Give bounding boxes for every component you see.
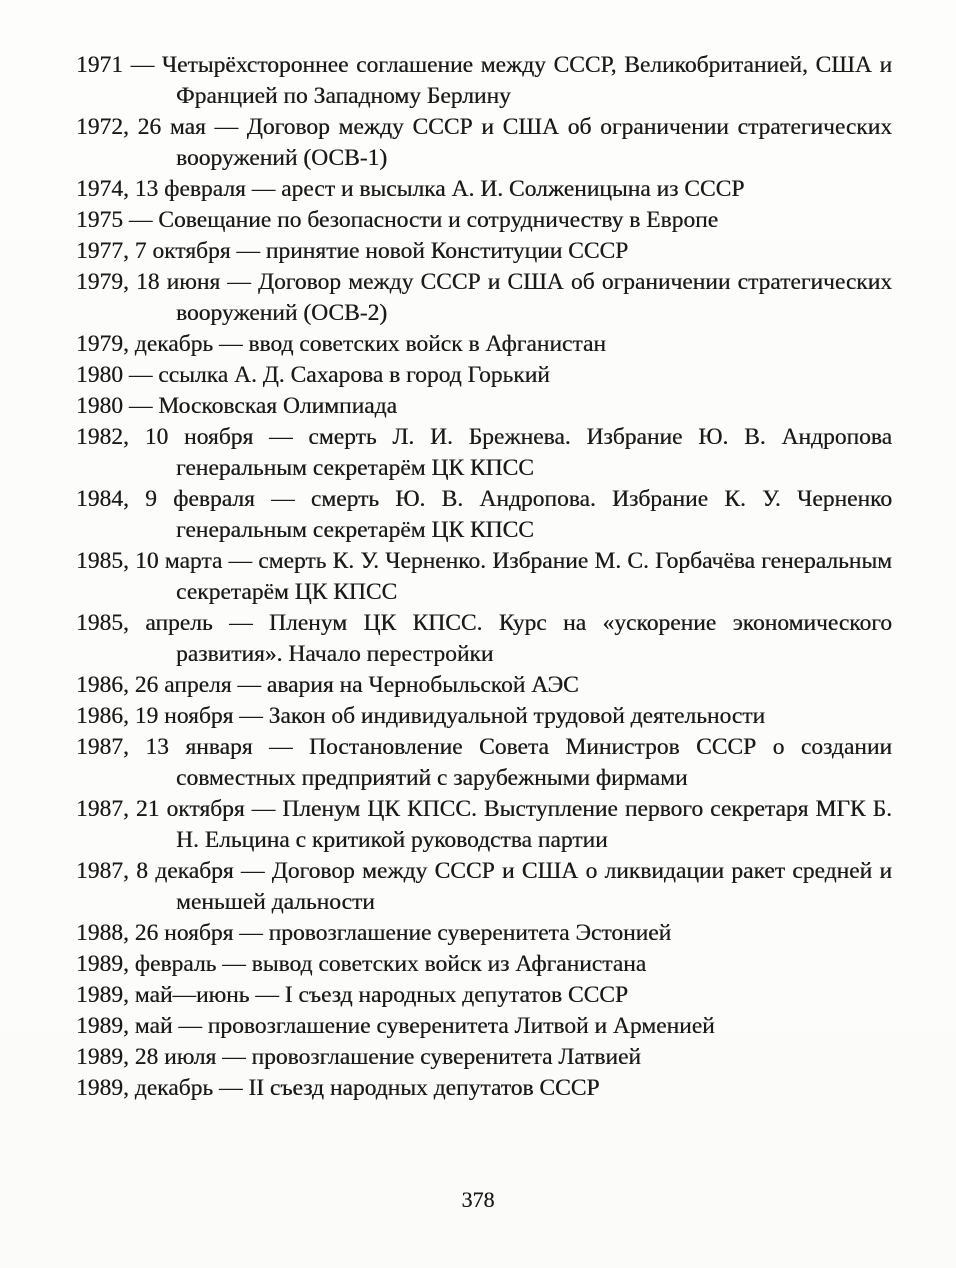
em-dash: — — [222, 1044, 246, 1070]
timeline-entry — [76, 701, 892, 732]
entry-date: 1974, 13 февраля — [76, 176, 246, 202]
entry-date: 1987, 13 января — [76, 734, 253, 760]
entry-text: провозглашение суверенитета Латвией — [251, 1044, 641, 1070]
entry-date: 1986, 26 апреля — [76, 672, 232, 698]
entry-text: арест и высылка А. И. Солженицына из СССР — [281, 176, 745, 202]
timeline-entry — [76, 949, 892, 980]
entry-text: Договор между СССР и США об ограничении стратегических вооружений (ОСВ-2) — [176, 269, 893, 326]
entry-text: провозглашение суверенитета Эстонией — [268, 920, 672, 946]
timeline-entry — [76, 980, 892, 1011]
em-dash: — — [255, 982, 279, 1008]
entry-date: 1979, декабрь — [76, 331, 214, 357]
entry-text: Пленум ЦК КПСС. Курс на «ускорение экономического развития». Начало перестройки — [176, 610, 893, 667]
timeline-entry — [76, 918, 892, 949]
timeline-entry — [76, 236, 892, 267]
entry-date: 1985, 10 марта — [76, 548, 223, 574]
timeline-entry — [76, 856, 892, 918]
timeline-entry — [76, 608, 892, 670]
em-dash: — — [251, 176, 276, 202]
timeline-entry — [76, 484, 892, 546]
entry-text: Пленум ЦК КПСС. Выступление первого секретаря МГК Б. Н. Ельцина с критикой руководства партии — [176, 796, 893, 853]
entry-text: Закон об индивидуальной трудовой деятельности — [268, 703, 766, 729]
entry-text: принятие новой Конституции СССР — [265, 238, 629, 264]
timeline-entry — [76, 670, 892, 701]
em-dash: — — [236, 238, 260, 264]
entry-text: Московская Олимпиада — [158, 393, 397, 419]
em-dash: — — [229, 610, 253, 636]
timeline-entry — [76, 391, 892, 422]
entry-date: 1987, 21 октября — [76, 796, 245, 822]
entry-date: 1989, май—июнь — [76, 982, 250, 1008]
em-dash: — — [218, 1075, 243, 1101]
em-dash: — — [271, 486, 295, 512]
em-dash: — — [240, 858, 265, 884]
em-dash: — — [218, 331, 243, 357]
entry-date: 1980 — [76, 362, 123, 388]
em-dash: — — [178, 1013, 202, 1039]
entry-text: I съезд народных депутатов СССР — [284, 982, 628, 1008]
timeline-entry — [76, 1011, 892, 1042]
entry-date: 1977, 7 октября — [76, 238, 231, 264]
entry-date: 1986, 19 ноября — [76, 703, 234, 729]
entry-text: смерть Л. И. Брежнева. Избрание Ю. В. Андропова генеральным секретарём ЦК КПСС — [176, 424, 893, 481]
timeline-entry — [76, 329, 892, 360]
entry-date: 1985, апрель — [76, 610, 213, 636]
em-dash: — — [128, 362, 153, 388]
timeline-entry — [76, 112, 892, 174]
em-dash: — — [251, 796, 276, 822]
em-dash: — — [222, 951, 246, 977]
entry-date: 1989, февраль — [76, 951, 217, 977]
entry-date: 1989, 28 июля — [76, 1044, 217, 1070]
entry-date: 1975 — [76, 207, 123, 233]
em-dash: — — [269, 424, 293, 450]
timeline-entry — [76, 360, 892, 391]
em-dash: — — [214, 114, 239, 140]
entry-text: Совещание по безопасности и сотрудничеству в Европе — [158, 207, 719, 233]
timeline-entry — [76, 794, 892, 856]
em-dash: — — [130, 52, 155, 78]
em-dash: — — [239, 703, 263, 729]
chronology-list — [76, 50, 892, 1104]
entry-date: 1972, 26 мая — [76, 114, 206, 140]
entry-text: авария на Чернобыльской АЭС — [266, 672, 579, 698]
timeline-entry — [76, 1073, 892, 1104]
em-dash: — — [227, 269, 251, 295]
entry-date: 1987, 8 декабря — [76, 858, 234, 884]
em-dash: — — [237, 672, 261, 698]
em-dash: — — [228, 548, 252, 574]
entry-text: провозглашение суверенитета Литвой и Арменией — [207, 1013, 715, 1039]
entry-text: Договор между СССР и США о ликвидации ракет средней и меньшей дальности — [176, 858, 893, 915]
entry-text: II съезд народных депутатов СССР — [248, 1075, 600, 1101]
timeline-entry — [76, 50, 892, 112]
entry-date: 1988, 26 ноября — [76, 920, 234, 946]
page-number: 378 — [461, 1187, 495, 1212]
timeline-entry — [76, 267, 892, 329]
em-dash: — — [128, 393, 153, 419]
timeline-entry — [76, 174, 892, 205]
entry-text: Постановление Совета Министров СССР о создании совместных предприятий с зарубежными фирмами — [176, 734, 892, 791]
entry-text: смерть К. У. Черненко. Избрание М. С. Горбачёва генеральным секретарём ЦК КПСС — [176, 548, 892, 605]
entry-text: Четырёхстороннее соглашение между СССР, Великобританией, США и Францией по Западному Берлину — [161, 52, 893, 109]
timeline-entry — [76, 732, 892, 794]
entry-date: 1980 — [76, 393, 123, 419]
timeline-entry — [76, 205, 892, 236]
entry-date: 1982, 10 ноября — [76, 424, 254, 450]
timeline-entry — [76, 422, 892, 484]
em-dash: — — [239, 920, 263, 946]
timeline-entry — [76, 1042, 892, 1073]
entry-date: 1989, декабрь — [76, 1075, 214, 1101]
entry-text: смерть Ю. В. Андропова. Избрание К. У. Черненко генеральным секретарём ЦК КПСС — [176, 486, 893, 543]
entry-text: вывод советских войск из Афганистана — [251, 951, 647, 977]
entry-date: 1971 — [76, 52, 123, 78]
entry-text: ссылка А. Д. Сахарова в город Горький — [158, 362, 550, 388]
em-dash: — — [269, 734, 293, 760]
entry-date: 1979, 18 июня — [76, 269, 221, 295]
entry-date: 1984, 9 февраля — [76, 486, 255, 512]
entry-date: 1989, май — [76, 1013, 173, 1039]
timeline-entry — [76, 546, 892, 608]
entry-text: Договор между СССР и США об ограничении стратегических вооружений (ОСВ-1) — [176, 114, 893, 171]
em-dash: — — [128, 207, 153, 233]
entry-text: ввод советских войск в Афганистан — [248, 331, 606, 357]
